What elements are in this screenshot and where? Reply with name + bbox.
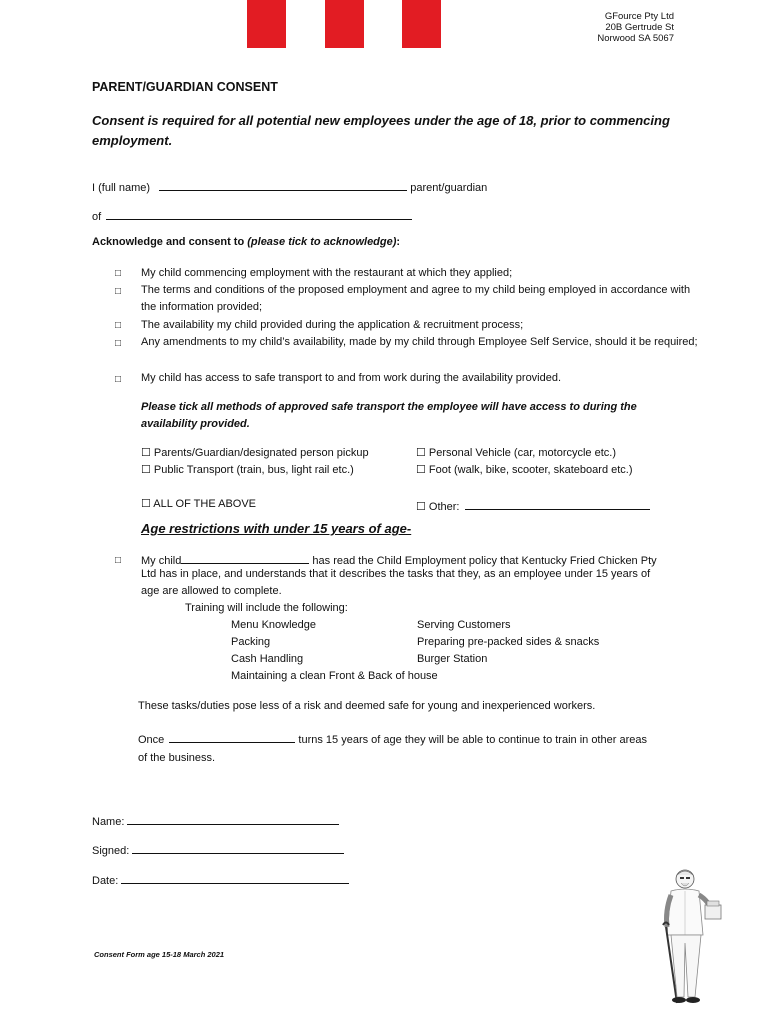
company-name: GFource Pty Ltd: [604, 11, 674, 22]
ack-heading: [92, 236, 400, 248]
ack-item-1: My child commencing employment with the restaurant at which they applied;: [141, 267, 513, 279]
training-item: Serving Customers: [417, 619, 511, 631]
ack-checkbox-3[interactable]: □: [115, 320, 122, 331]
age-para-line-2: Ltd has in place, and understands that it describes the tasks that they, as an employee under 15 years of: [141, 568, 651, 580]
parent-guardian-label: parent/guardian: [410, 182, 488, 194]
ack-item-4: Any amendments to my child’s availability, made by my child through Employee Self Service, should it be required;: [141, 336, 698, 348]
page-subtitle: Consent is required for all potential new employees under the age of 18, prior to commencing employment.: [92, 113, 670, 148]
ack-item-2: The terms and conditions of the proposed employment and agree to my child being employed in accordance with the information provided;: [141, 284, 691, 313]
age-para-line-3: age are allowed to complete.: [141, 585, 282, 597]
risk-note: These tasks/duties pose less of a risk and deemed safe for young and inexperienced workers.: [138, 700, 596, 712]
once-label: Once: [138, 734, 165, 746]
brand-stripe-1: [247, 0, 286, 48]
full-name-label: I (full name): [92, 182, 151, 194]
training-item: Maintaining a clean Front & Back of house: [231, 670, 438, 682]
name-row: [92, 812, 339, 828]
guardian-of-row: [92, 207, 412, 223]
ack-heading-prefix: Acknowledge and consent to: [92, 236, 248, 248]
ack-checkbox-2[interactable]: □: [115, 286, 122, 297]
ack-checkbox-5[interactable]: □: [115, 374, 122, 385]
guardian-name-row: [92, 178, 487, 194]
transport-other-label[interactable]: ☐ Other:: [416, 501, 460, 513]
age-checkbox[interactable]: □: [115, 555, 122, 566]
transport-option-vehicle[interactable]: ☐ Personal Vehicle (car, motorcycle etc.): [416, 447, 616, 459]
ack-item-3: The availability my child provided during the application & recruitment process;: [141, 319, 524, 331]
name-field[interactable]: [127, 812, 339, 825]
child-name-field[interactable]: [181, 551, 309, 564]
footer-form-id: Consent Form age 15-18 March 2021: [94, 950, 225, 959]
company-suburb: Norwood SA 5067: [597, 33, 674, 44]
company-street: 20B Gertrude St: [605, 22, 674, 33]
transport-option-public[interactable]: ☐ Public Transport (train, bus, light rail etc.): [141, 464, 354, 476]
ack-heading-instruction: (please tick to acknowledge): [247, 236, 397, 248]
full-name-field[interactable]: [159, 178, 407, 191]
colonel-figure-illustration: [655, 865, 730, 1010]
brand-stripe-2: [325, 0, 364, 48]
once-rest: turns 15 years of age they will be able to continue to train in other areas: [298, 734, 647, 746]
address-field[interactable]: [106, 207, 412, 220]
transport-heading: Please tick all methods of approved safe transport the employee will have access to during the availability provided.: [141, 401, 637, 430]
training-item: Cash Handling: [231, 653, 304, 665]
age-para-rest: has read the Child Employment policy that Kentucky Fried Chicken Pty: [312, 555, 657, 567]
ack-heading-suffix: :: [396, 236, 401, 248]
date-field[interactable]: [121, 871, 349, 884]
brand-stripe-3: [402, 0, 441, 48]
once-child-name-field[interactable]: [169, 730, 295, 743]
date-row: [92, 871, 349, 887]
once-line-1: [138, 730, 647, 746]
transport-option-parents[interactable]: ☐ Parents/Guardian/designated person pickup: [141, 447, 369, 459]
date-label: Date:: [92, 875, 119, 887]
training-item: Preparing pre-packed sides & snacks: [417, 636, 600, 648]
of-label: of: [92, 211, 102, 223]
age-restrictions-heading: Age restrictions with under 15 years of age-: [141, 521, 412, 536]
company-address: [597, 11, 674, 44]
transport-other-field[interactable]: [465, 497, 650, 510]
signed-row: [92, 841, 344, 857]
page-title: PARENT/GUARDIAN CONSENT: [92, 80, 278, 94]
age-para-line-1: [141, 551, 657, 567]
training-intro: Training will include the following:: [185, 602, 348, 614]
signed-label: Signed:: [92, 845, 130, 857]
transport-option-foot[interactable]: ☐ Foot (walk, bike, scooter, skateboard etc.): [416, 464, 633, 476]
signed-field[interactable]: [132, 841, 344, 854]
ack-item-5: My child has access to safe transport to and from work during the availability provided.: [141, 372, 562, 384]
ack-checkbox-4[interactable]: □: [115, 338, 122, 349]
once-line-2: of the business.: [138, 752, 216, 764]
age-para-start: My child: [141, 555, 182, 567]
transport-option-other: [416, 497, 650, 513]
name-label: Name:: [92, 816, 125, 828]
training-item: Burger Station: [417, 653, 488, 665]
training-item: Packing: [231, 636, 271, 648]
ack-checkbox-1[interactable]: □: [115, 268, 122, 279]
training-item: Menu Knowledge: [231, 619, 317, 631]
transport-option-all[interactable]: ☐ ALL OF THE ABOVE: [141, 498, 257, 510]
